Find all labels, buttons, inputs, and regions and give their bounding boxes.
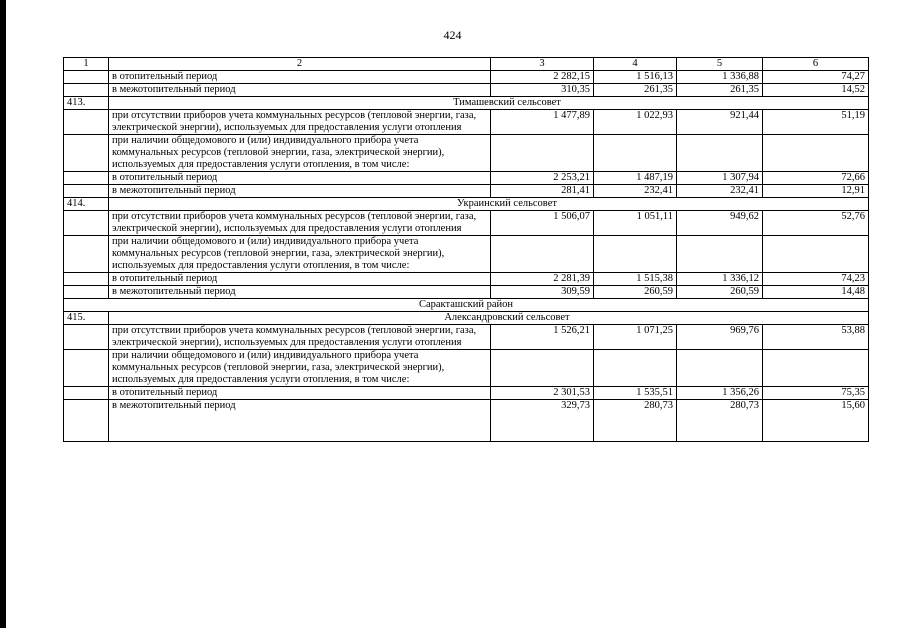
section-number: 413. [64, 97, 109, 110]
value-cell-col4: 261,35 [594, 84, 677, 97]
empty-value-cell [594, 350, 677, 387]
empty-value-cell [491, 135, 594, 172]
row-number-cell [64, 172, 109, 185]
table-row [64, 273, 869, 286]
value-cell-col6: 14,48 [763, 286, 869, 299]
value-cell-col5: 1 356,26 [677, 387, 763, 400]
row-description: в отопительный период [109, 273, 491, 286]
value-cell-col4: 1 535,51 [594, 387, 677, 400]
row-number-cell [64, 387, 109, 400]
tariff-table [63, 57, 869, 442]
empty-value-cell [594, 135, 677, 172]
row-description: в межотопительный период [109, 400, 491, 442]
district-row [64, 299, 869, 312]
header-cell-6: 6 [763, 58, 869, 71]
row-number-cell [64, 236, 109, 273]
row-number-cell [64, 273, 109, 286]
row-description: при отсутствии приборов учета коммунальных ресурсов (тепловой энергии, газа, электрической энергии), используемых для предоставления услуги отопления [109, 211, 491, 236]
value-cell-col4: 1 022,93 [594, 110, 677, 135]
row-number-cell [64, 325, 109, 350]
value-cell-col3: 2 253,21 [491, 172, 594, 185]
empty-value-cell [677, 236, 763, 273]
row-description: в отопительный период [109, 71, 491, 84]
value-cell-col5: 1 336,88 [677, 71, 763, 84]
table-row [64, 350, 869, 387]
value-cell-col4: 1 487,19 [594, 172, 677, 185]
value-cell-col3: 281,41 [491, 185, 594, 198]
table-row [64, 110, 869, 135]
empty-value-cell [677, 350, 763, 387]
table-row [64, 400, 869, 442]
section-title: Украинский сельсовет [109, 198, 869, 211]
row-description: при наличии общедомового и (или) индивидуального прибора учета коммунальных ресурсов (тепловой энергии, газа, электрической энергии), используемых для предоставления услуги отопления, в том числе: [109, 135, 491, 172]
row-number-cell [64, 110, 109, 135]
empty-value-cell [491, 236, 594, 273]
value-cell-col6: 51,19 [763, 110, 869, 135]
row-number-cell [64, 400, 109, 442]
left-edge-bar [0, 0, 6, 628]
empty-value-cell [594, 236, 677, 273]
value-cell-col3: 2 282,15 [491, 71, 594, 84]
row-description: при наличии общедомового и (или) индивидуального прибора учета коммунальных ресурсов (тепловой энергии, газа, электрической энергии), используемых для предоставления услуги отопления, в том числе: [109, 236, 491, 273]
table-row [64, 211, 869, 236]
value-cell-col3: 2 281,39 [491, 273, 594, 286]
value-cell-col6: 53,88 [763, 325, 869, 350]
column-number-row [64, 58, 869, 71]
value-cell-col5: 1 307,94 [677, 172, 763, 185]
section-row [64, 312, 869, 325]
value-cell-col3: 329,73 [491, 400, 594, 442]
table-row [64, 387, 869, 400]
value-cell-col4: 260,59 [594, 286, 677, 299]
row-number-cell [64, 185, 109, 198]
empty-value-cell [763, 236, 869, 273]
value-cell-col4: 1 051,11 [594, 211, 677, 236]
value-cell-col5: 921,44 [677, 110, 763, 135]
value-cell-col4: 1 516,13 [594, 71, 677, 84]
row-number-cell [64, 84, 109, 97]
header-cell-1: 1 [64, 58, 109, 71]
header-cell-2: 2 [109, 58, 491, 71]
value-cell-col4: 1 071,25 [594, 325, 677, 350]
table-row [64, 84, 869, 97]
row-number-cell [64, 350, 109, 387]
row-description: в межотопительный период [109, 185, 491, 198]
section-title: Александровский сельсовет [109, 312, 869, 325]
value-cell-col3: 1 506,07 [491, 211, 594, 236]
table-row [64, 71, 869, 84]
value-cell-col5: 969,76 [677, 325, 763, 350]
row-description: в межотопительный период [109, 286, 491, 299]
value-cell-col3: 2 301,53 [491, 387, 594, 400]
empty-value-cell [763, 350, 869, 387]
value-cell-col5: 260,59 [677, 286, 763, 299]
header-cell-3: 3 [491, 58, 594, 71]
value-cell-col4: 280,73 [594, 400, 677, 442]
page-number: 424 [443, 28, 462, 42]
value-cell-col6: 74,27 [763, 71, 869, 84]
header-cell-4: 4 [594, 58, 677, 71]
table-row [64, 185, 869, 198]
value-cell-col5: 261,35 [677, 84, 763, 97]
value-cell-col5: 280,73 [677, 400, 763, 442]
section-row [64, 97, 869, 110]
value-cell-col4: 232,41 [594, 185, 677, 198]
empty-value-cell [677, 135, 763, 172]
value-cell-col6: 75,35 [763, 387, 869, 400]
section-row [64, 198, 869, 211]
section-title: Тимашевский сельсовет [109, 97, 869, 110]
table-row [64, 286, 869, 299]
value-cell-col3: 309,59 [491, 286, 594, 299]
value-cell-col3: 1 477,89 [491, 110, 594, 135]
section-number: 415. [64, 312, 109, 325]
row-number-cell [64, 211, 109, 236]
value-cell-col5: 949,62 [677, 211, 763, 236]
row-description: при отсутствии приборов учета коммунальных ресурсов (тепловой энергии, газа, электрической энергии), используемых для предоставления услуги отопления [109, 110, 491, 135]
value-cell-col6: 74,23 [763, 273, 869, 286]
row-description: в отопительный период [109, 387, 491, 400]
row-description: при отсутствии приборов учета коммунальных ресурсов (тепловой энергии, газа, электрической энергии), используемых для предоставления услуги отопления [109, 325, 491, 350]
value-cell-col5: 232,41 [677, 185, 763, 198]
row-description: в межотопительный период [109, 84, 491, 97]
table-row [64, 135, 869, 172]
table-row [64, 325, 869, 350]
empty-value-cell [491, 350, 594, 387]
value-cell-col3: 310,35 [491, 84, 594, 97]
row-number-cell [64, 71, 109, 84]
value-cell-col6: 14,52 [763, 84, 869, 97]
row-description: в отопительный период [109, 172, 491, 185]
value-cell-col6: 72,66 [763, 172, 869, 185]
empty-value-cell [763, 135, 869, 172]
district-title: Саракташский район [64, 299, 869, 312]
value-cell-col6: 15,60 [763, 400, 869, 442]
value-cell-col3: 1 526,21 [491, 325, 594, 350]
value-cell-col5: 1 336,12 [677, 273, 763, 286]
table-row [64, 236, 869, 273]
row-number-cell [64, 286, 109, 299]
value-cell-col4: 1 515,38 [594, 273, 677, 286]
row-description: при наличии общедомового и (или) индивидуального прибора учета коммунальных ресурсов (тепловой энергии, газа, электрической энергии), используемых для предоставления услуги отопления, в том числе: [109, 350, 491, 387]
value-cell-col6: 52,76 [763, 211, 869, 236]
table-row [64, 172, 869, 185]
section-number: 414. [64, 198, 109, 211]
value-cell-col6: 12,91 [763, 185, 869, 198]
header-cell-5: 5 [677, 58, 763, 71]
row-number-cell [64, 135, 109, 172]
